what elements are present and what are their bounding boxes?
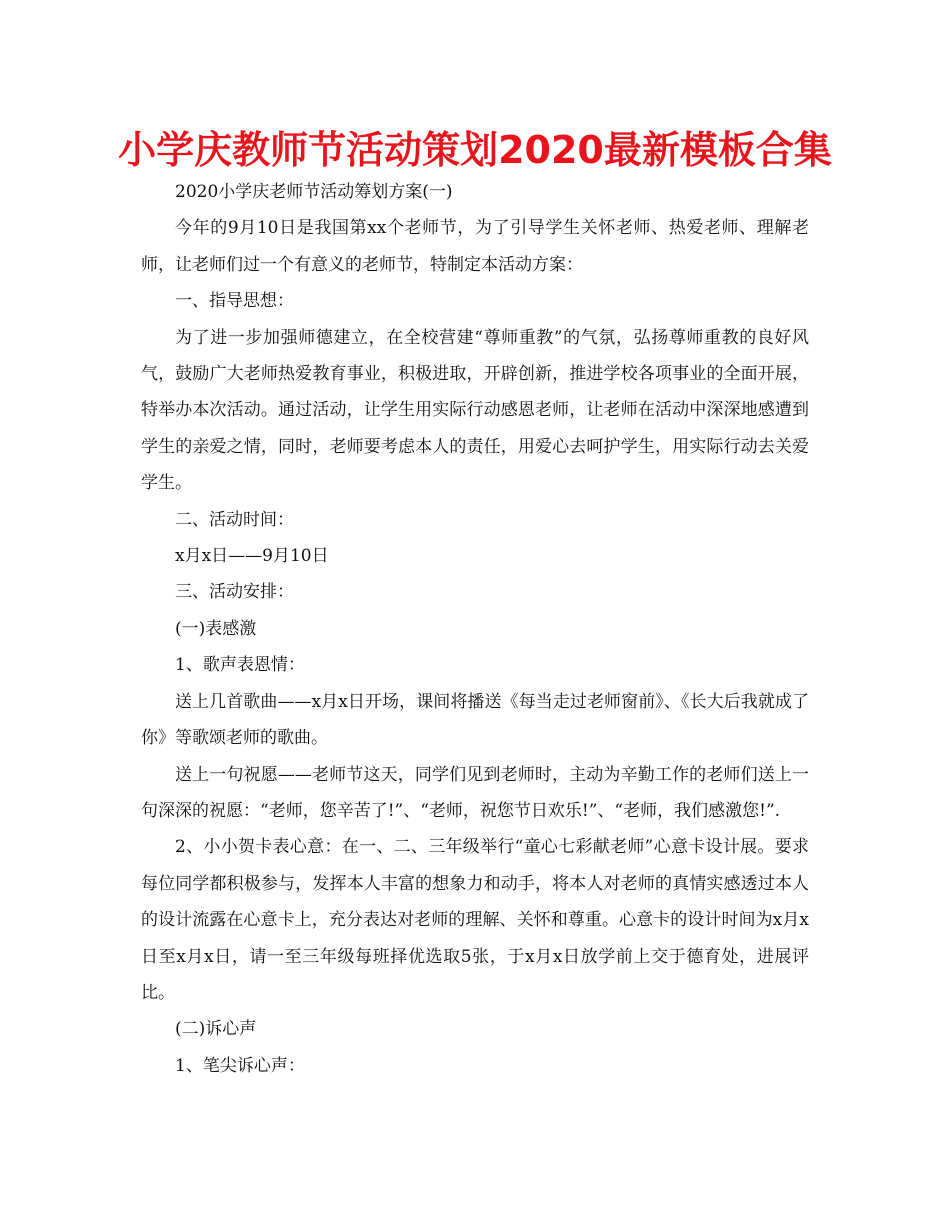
paragraph-greeting-cards: 2、小小贺卡表心意：在一、二、三年级举行“童心七彩献老师”心意卡设计展。要求每位同学都积极参与，发挥本人丰富的想象力和动手，将本人对老师的真情实感透过本人的设计流露在心意卡上，充分表达对老师的理解、关怀和尊重。心意卡的设计时间为x月x日至x月x日，请一至三年级每班择优选取5张，于x月x日放学前上交于德育处，进展评比。 [141, 837, 809, 1003]
paragraph-guiding-idea: 为了进一步加强师德建立，在全校营建“尊师重教”的气氛，弘扬尊师重教的良好风气，鼓励广大老师热爱教育事业，积极进取，开辟创新，推进学校各项事业的全面开展，特举办本次活动。通过活动，让学生用实际行动感恩老师，让老师在活动中深深地感遭到学生的亲爱之情，同时，老师要考虑本人的责任，用爱心去呵护学生，用实际行动去关爱学生。 [141, 327, 809, 494]
document-title: 小学庆教师节活动策划2020最新模板合集 [118, 128, 832, 172]
paragraph-wishes: 送上一句祝愿——老师节这天，同学们见到老师时，主动为辛勤工作的老师们送上一句深深的祝愿：“老师，您辛苦了!”、“老师，祝您节日欢乐!”、“老师，我们感激您!”. [141, 764, 809, 821]
paragraph-intro: 今年的9月10日是我国第xx个老师节，为了引导学生关怀老师、热爱老师、理解老师，让老师们过一个有意义的老师节，特制定本活动方案： [141, 218, 809, 275]
subheading-voice: (二)诉心声 [175, 1019, 257, 1040]
section-heading-activity-time: 二、活动时间： [175, 509, 294, 530]
document-body [141, 174, 809, 1084]
paragraph-activity-time: x月x日——9月10日 [175, 546, 329, 567]
section-heading-guiding-idea: 一、指导思想： [175, 291, 294, 312]
item-song-gratitude: 1、歌声表恩情： [175, 655, 305, 676]
paragraph-songs: 送上几首歌曲——x月x日开场，课间将播送《每当走过老师窗前》、《长大后我就成了你》等歌颂老师的歌曲。 [141, 691, 809, 749]
paragraph-subtitle: 2020小学庆老师节活动筹划方案(一) [175, 182, 453, 202]
item-pen-voice: 1、笔尖诉心声： [175, 1055, 305, 1076]
section-heading-activity-plan: 三、活动安排： [175, 582, 294, 603]
subheading-gratitude: (一)表感激 [175, 618, 257, 639]
